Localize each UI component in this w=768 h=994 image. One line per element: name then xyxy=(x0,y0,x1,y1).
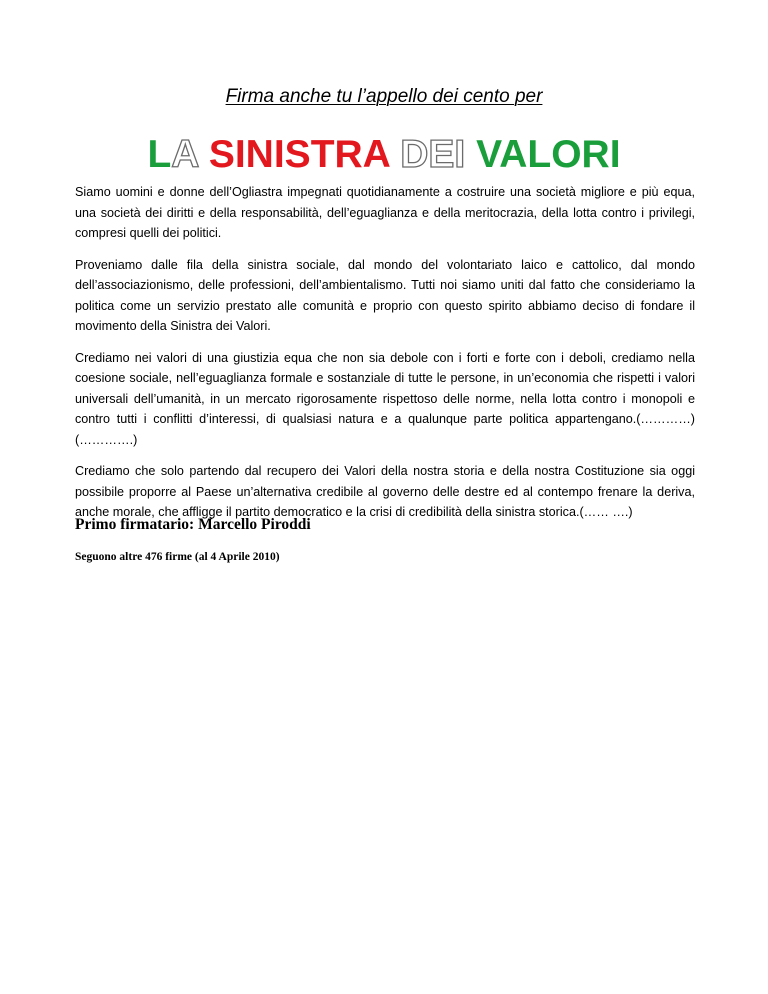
headline-part: A xyxy=(171,133,198,176)
headline-title xyxy=(0,131,768,179)
paragraph-2: Proveniamo dalle fila della sinistra sociale, dal mondo del volontariato laico e cattolico, dal mondo dell’associazionismo, delle professioni, dell’ambientalismo. Tutti noi siamo uniti dal fatto che consideriamo la politica come un servizio prestato alle comunità e proprio con questo spirito abbiamo deciso di fondare il movimento della Sinistra dei Valori. xyxy=(75,257,695,333)
paragraph-4: Crediamo che solo partendo dal recupero dei Valori della nostra storia e della nostra Costituzione sia oggi possibile proporre al Paese un’alternativa credibile al governo delle destre ed al contempo frenare la deriva, anche morale, che affligge il partito democratico e la crisi di credibilità della sinistra storica.(…… ….) xyxy=(75,464,695,519)
headline-part: L xyxy=(147,133,172,176)
headline-part: SINISTRA xyxy=(208,133,390,176)
appeal-body xyxy=(75,182,695,534)
paragraph-1: Siamo uomini e donne dell’Ogliastra impegnati quotidianamente a costruire una società migliore e più equa, una società dei diritti e della responsabilità, dell’eguaglianza e della meritocrazia, della lotta contro i privilegi, compresi quelli dei politici. xyxy=(75,185,695,240)
appeal-subtitle: Firma anche tu l’appello dei cento per xyxy=(225,86,543,107)
headline-part: VALORI xyxy=(476,133,621,176)
headline-part xyxy=(465,133,476,176)
headline-part: DEI xyxy=(400,133,466,176)
paragraph-3: Crediamo nei valori di una giustizia equa che non sia debole con i forti e forte con i deboli, crediamo nella coesione sociale, nell’eguaglianza formale e sostanziale di tutte le persone, in un’economia che rispetti i valori universali dell’umanità, in un mercato rigorosamente rispettoso delle norme, nella lotta contro i monopoli e contro tutti i conflitti d’interessi, di qualsiasi natura e a qualunque parte politica appartengano.(…………) (………….) xyxy=(75,350,695,447)
signatures-count-note: Seguono altre 476 firme (al 4 Aprile 2010) xyxy=(75,551,280,563)
headline-part xyxy=(389,133,400,176)
first-signatory: Primo firmatario: Marcello Piroddi xyxy=(75,516,311,533)
headline-part xyxy=(198,133,209,176)
